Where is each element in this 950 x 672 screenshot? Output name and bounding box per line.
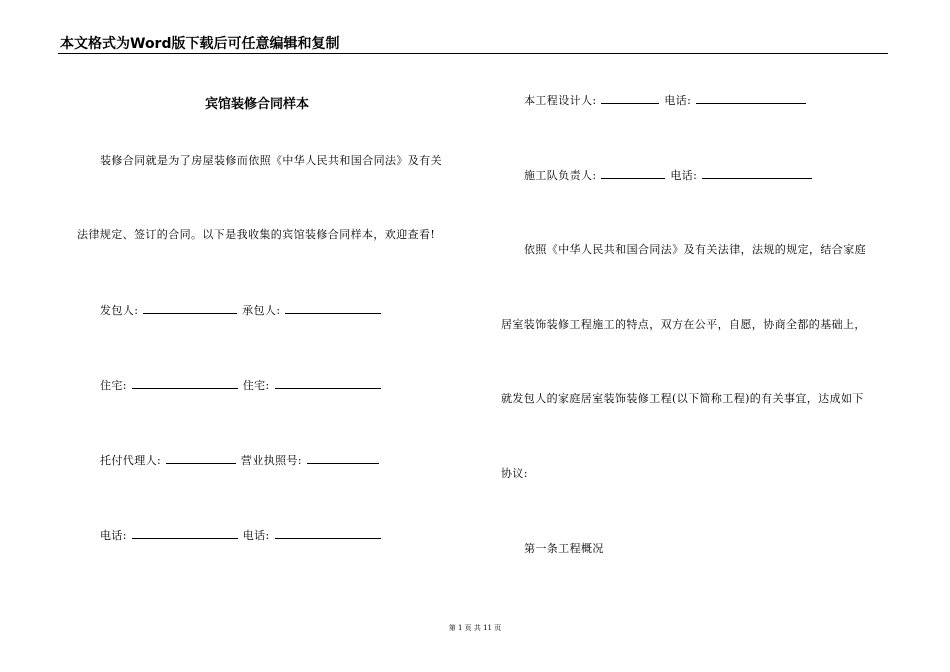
contractor-address-blank bbox=[275, 378, 381, 389]
designer-label: 本工程设计人: bbox=[524, 94, 597, 107]
body-line-3: 就发包人的家庭居室装饰装修工程(以下简称工程)的有关事宜，达成如下 bbox=[501, 392, 864, 405]
body-line-1: 依照《中华人民共和国合同法》及有关法律，法规的规定，结合家庭 bbox=[524, 243, 866, 256]
header-title: 本文格式为Word版下载后可任意编辑和复制 bbox=[60, 36, 340, 52]
party-phone-row bbox=[100, 528, 382, 543]
document-title: 宾馆装修合同样本 bbox=[205, 97, 310, 112]
intro-line-2: 法律规定、签订的合同。以下是我收集的宾馆装修合同样本，欢迎查看! bbox=[77, 228, 436, 241]
license-blank bbox=[307, 453, 379, 464]
foreman-label: 施工队负责人: bbox=[524, 169, 597, 182]
party-address-row bbox=[100, 378, 382, 393]
body-line-2: 居室装饰装修工程施工的特点，双方在公平，自愿，协商全都的基础上， bbox=[501, 318, 866, 331]
party-names-row bbox=[100, 303, 382, 318]
agent-label: 托付代理人: bbox=[100, 454, 162, 467]
designer-phone-blank bbox=[696, 93, 806, 104]
employer-address-label: 住宅: bbox=[100, 379, 127, 392]
header-rule bbox=[58, 53, 888, 54]
foreman-blank bbox=[601, 168, 665, 179]
body-line-4: 协议: bbox=[501, 467, 528, 480]
contractor-phone-label: 电话: bbox=[242, 529, 270, 542]
designer-phone-label: 电话: bbox=[664, 94, 692, 107]
section-1-title: 第一条工程概况 bbox=[524, 542, 604, 555]
designer-blank bbox=[601, 93, 659, 104]
intro-line-1: 装修合同就是为了房屋装修而依照《中华人民共和国合同法》及有关 bbox=[100, 154, 442, 167]
foreman-phone-blank bbox=[702, 168, 812, 179]
contractor-label: 承包人: bbox=[242, 304, 281, 317]
employer-phone-blank bbox=[132, 528, 238, 539]
contractor-blank bbox=[285, 303, 381, 314]
employer-phone-label: 电话: bbox=[100, 529, 127, 542]
foreman-phone-label: 电话: bbox=[670, 169, 698, 182]
license-label: 营业执照号: bbox=[240, 454, 303, 467]
employer-label: 发包人: bbox=[100, 304, 139, 317]
employer-address-blank bbox=[132, 378, 238, 389]
agent-blank bbox=[166, 453, 236, 464]
employer-blank bbox=[143, 303, 237, 314]
foreman-row bbox=[524, 168, 813, 183]
agent-license-row bbox=[100, 453, 380, 468]
contractor-phone-blank bbox=[275, 528, 381, 539]
page-footer: 第 1 页 共 11 页 bbox=[448, 624, 502, 632]
contractor-address-label: 住宅: bbox=[242, 379, 270, 392]
designer-row bbox=[524, 93, 807, 108]
